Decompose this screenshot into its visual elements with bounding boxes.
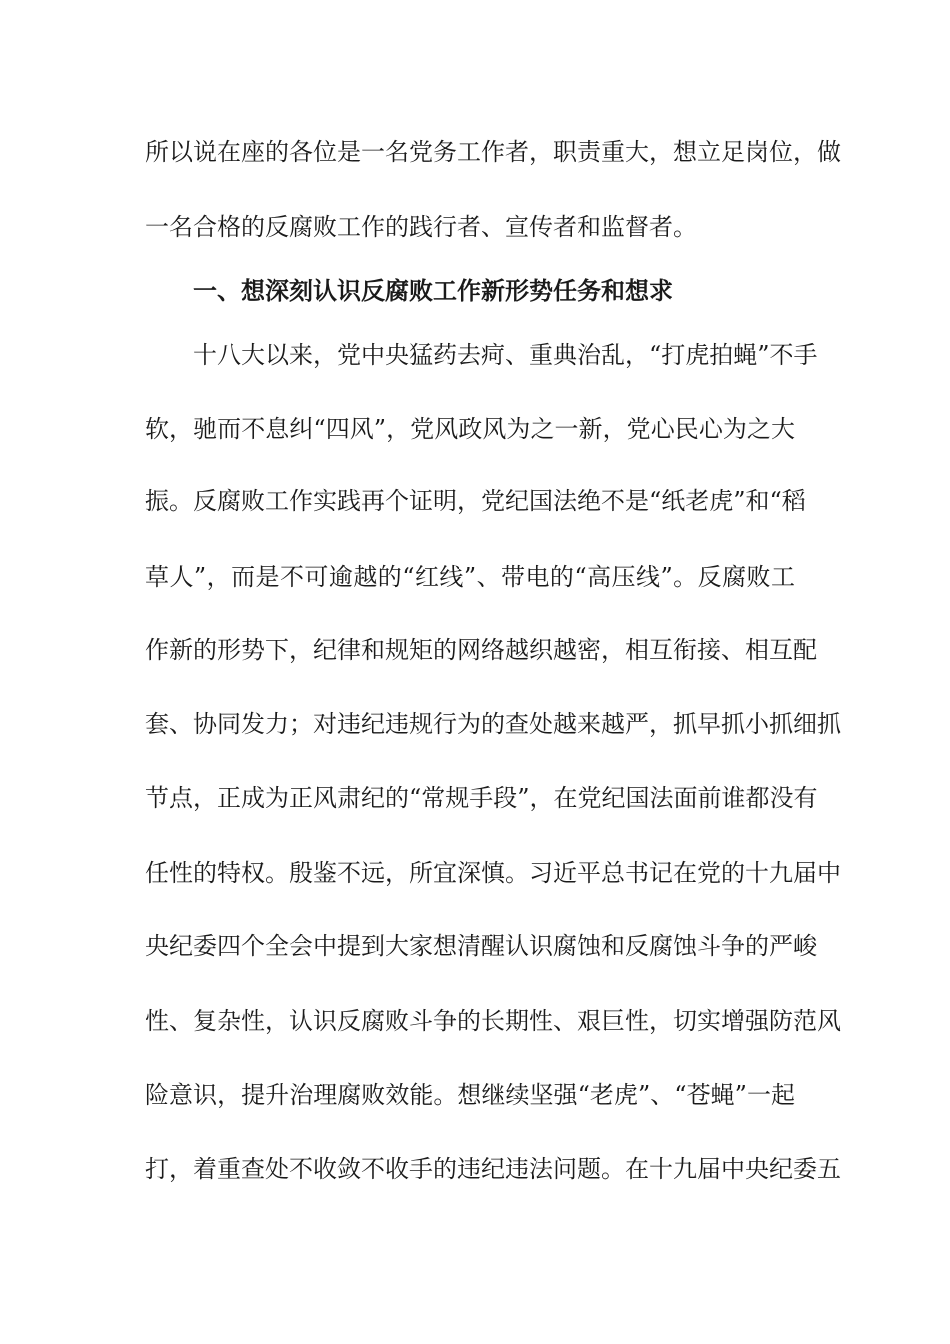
paragraph-line: 任性的特权。殷鉴不远，所宜深慎。习近平总书记在党的十九届中: [145, 859, 841, 887]
paragraph-line: 振。反腐败工作实践再个证明，党纪国法绝不是“纸老虎”和“稻: [145, 487, 806, 515]
paragraph-line: 险意识，提升治理腐败效能。想继续坚强“老虎”、“苍蝇”一起: [145, 1081, 795, 1109]
paragraph-line: 节点，正成为正风肃纪的“常规手段”，在党纪国法面前谁都没有: [145, 784, 818, 812]
paragraph-line: 所以说在座的各位是一名党务工作者，职责重大，想立足岗位，做: [145, 138, 841, 166]
paragraph-line: 草人”，而是不可逾越的“红线”、带电的“高压线”。反腐败工: [145, 563, 795, 591]
paragraph-line: 套、协同发力；对违纪违规行为的查处越来越严，抓早抓小抓细抓: [145, 710, 841, 738]
paragraph-line: 一名合格的反腐败工作的践行者、宣传者和监督者。: [145, 213, 697, 241]
paragraph-line: 十八大以来，党中央猛药去疴、重典治乱，“打虎拍蝇”不手: [193, 341, 818, 369]
paragraph-line: 央纪委四个全会中提到大家想清醒认识腐蚀和反腐蚀斗争的严峻: [145, 932, 817, 960]
paragraph-line: 作新的形势下，纪律和规矩的网络越织越密，相互衔接、相互配: [145, 636, 817, 664]
section-heading: 一、想深刻认识反腐败工作新形势任务和想求: [193, 277, 673, 305]
paragraph-line: 打，着重查处不收敛不收手的违纪违法问题。在十九届中央纪委五: [145, 1155, 841, 1183]
paragraph-line: 软，驰而不息纠“四风”，党风政风为之一新，党心民心为之大: [145, 415, 795, 443]
paragraph-line: 性、复杂性，认识反腐败斗争的长期性、艰巨性，切实增强防范风: [145, 1007, 841, 1035]
